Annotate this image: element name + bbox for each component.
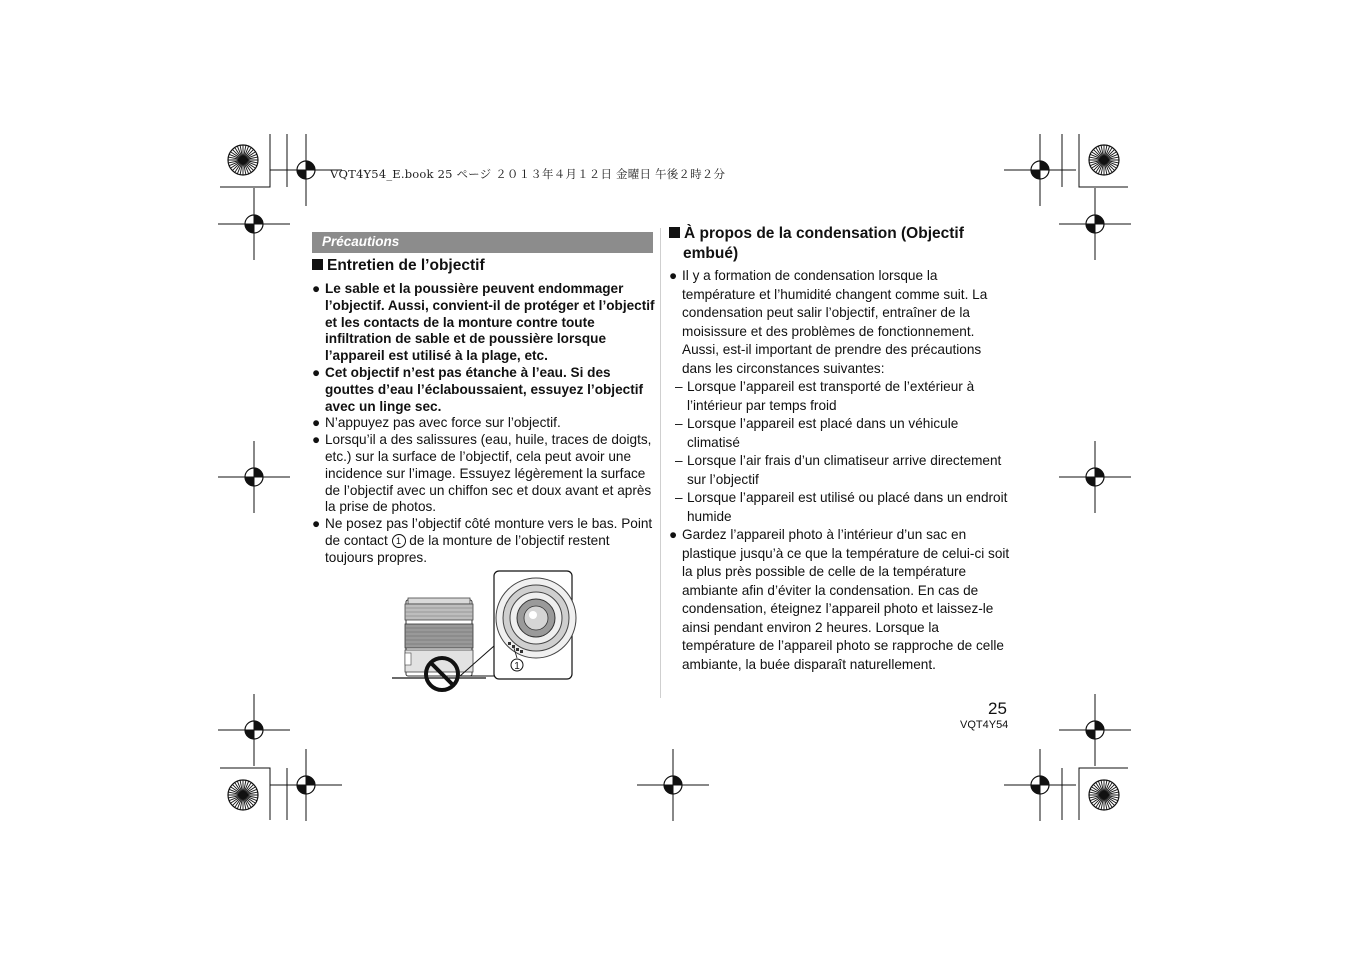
bullet-icon: ●: [312, 516, 321, 532]
dash-icon: –: [675, 379, 683, 394]
section-title-bar: [312, 232, 653, 253]
dash-icon: –: [675, 416, 683, 431]
column-divider: [660, 228, 661, 698]
bullet-icon: ●: [669, 268, 678, 283]
page-number: 25: [988, 699, 1007, 718]
list-item: ● Ne posez pas l’objectif côté monture vers le bas. Point de contact 1 de la monture de l’objectif restent toujours propres.: [312, 516, 653, 565]
bullet-icon: ●: [312, 432, 321, 448]
list-item: ● Il y a formation de condensation lorsque la température et l’humidité changent comme suit. La condensation peut salir l’objectif, entraîner de la moisissure et des problèmes de fonctionnement. Aussi, est-il important de prendre des précautions dans les circonstances suivantes:: [669, 268, 988, 376]
list-item: ● Gardez l’appareil photo à l’intérieur d’un sac en plastique jusqu’à ce que la température de celui-ci soit la plus près possible de celle de la température ambiante afin d’éviter la condensation. En cas de condensation, éteignez l’appareil photo et laissez-le ainsi pendant environ 2 heures. Lorsque la température de l’appareil photo se rapproche de celle ambiante, la buée disparaît naturellement.: [669, 527, 1010, 672]
square-bullet-icon: [669, 227, 680, 238]
dash-item: – Lorsque l’appareil est transporté de l’extérieur à l’intérieur par temps froid: [675, 379, 975, 413]
square-bullet-icon: [312, 259, 323, 270]
list-item: ● Le sable et la poussière peuvent endommager l’objectif. Aussi, convient-il de protéger et l’objectif et les contacts de la monture contre toute infiltration de sable et de poussière lorsque l’appareil est utilisé à la plage, etc.: [312, 281, 655, 364]
model-code: VQT4Y54: [960, 719, 1009, 731]
condensation-heading-line2: embué): [683, 245, 739, 262]
list-item: ● N’appuyez pas avec force sur l’objectif.: [312, 415, 561, 431]
bullet-icon: ●: [312, 364, 321, 380]
list-item: ● Lorsqu’il a des salissures (eau, huile, traces de doigts, etc.) sur la surface de l’objectif, cela peut avoir une incidence sur l’image. Essuyez légèrement la surface de l’objectif avec un chiffon sec et doux avant et après la prise de photos.: [312, 432, 652, 515]
condensation-heading-line1: À propos de la condensation (Objectif: [684, 225, 964, 242]
lens-care-list: [312, 281, 657, 567]
left-column: [312, 256, 657, 567]
dash-item: – Lorsque l’appareil est placé dans un véhicule climatisé: [675, 416, 959, 450]
condensation-list: [669, 267, 1014, 674]
callout-marker-label: 1: [514, 661, 520, 672]
lens-illustration: [390, 568, 580, 694]
dash-icon: –: [675, 490, 683, 505]
section-title: Précautions: [322, 234, 400, 249]
contact-point-marker: 1: [392, 534, 406, 548]
list-item: ● Cet objectif n’est pas étanche à l’eau. Si des gouttes d’eau l’éclaboussaient, essuyez l’objectif avec un linge sec.: [312, 364, 644, 414]
dash-item: – Lorsque l’appareil est utilisé ou placé dans un endroit humide: [675, 490, 1008, 524]
bullet-icon: ●: [312, 281, 321, 296]
lens-care-heading-text: Entretien de l’objectif: [327, 257, 485, 274]
bullet-icon: ●: [312, 415, 321, 431]
right-column: [669, 224, 1014, 674]
bullet-icon: ●: [669, 527, 678, 542]
lens-care-heading: [312, 256, 657, 275]
condensation-heading: [669, 224, 1014, 264]
dash-item: – Lorsque l’air frais d’un climatiseur arrive directement sur l’objectif: [675, 453, 1002, 487]
print-header-line: VQT4Y54_E.book 25 ページ ２０１３年４月１２日 金曜日 午後２時２分: [330, 167, 726, 181]
dash-icon: –: [675, 453, 683, 468]
